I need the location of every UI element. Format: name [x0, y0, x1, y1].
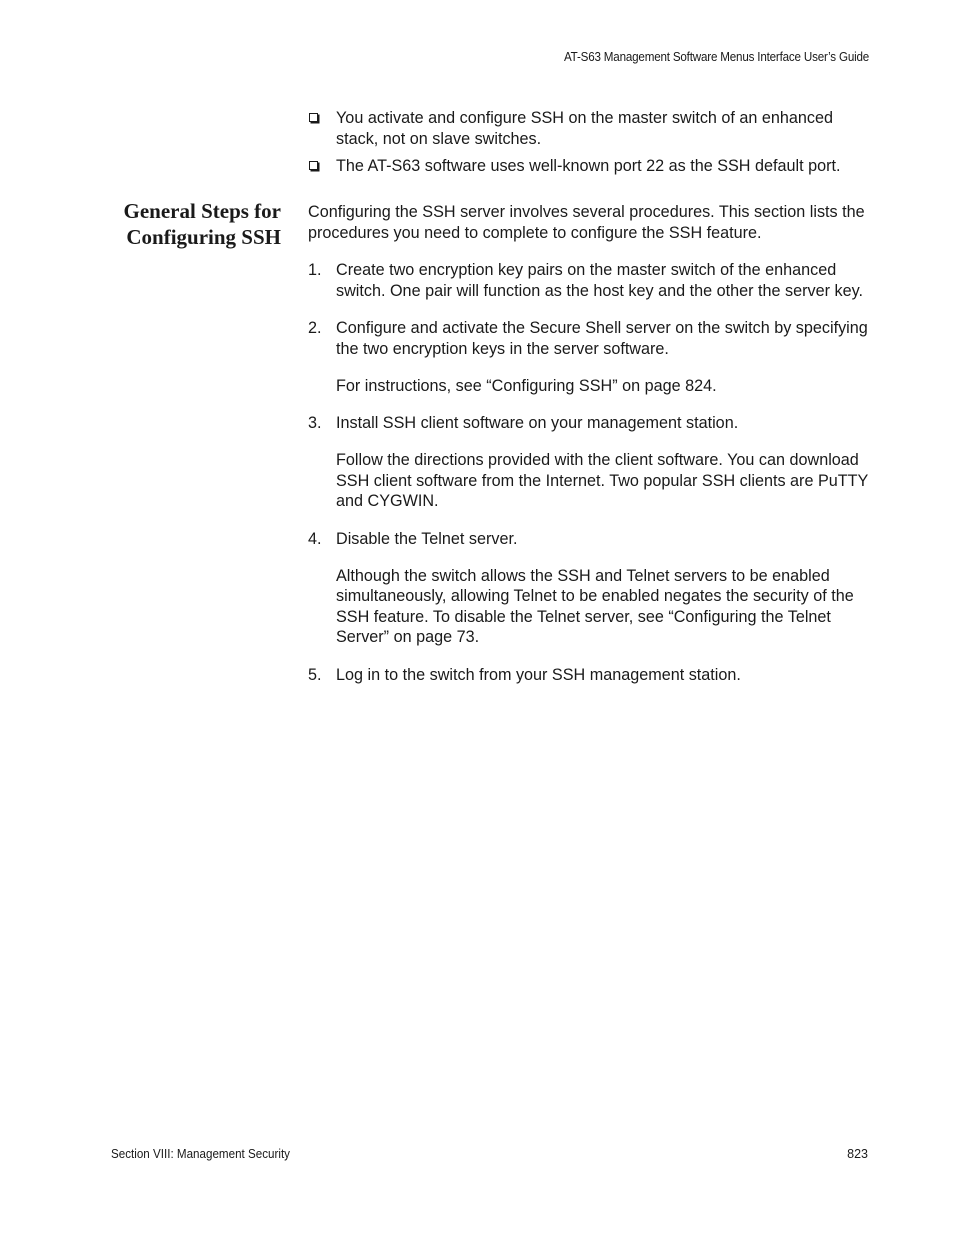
step-text: Create two encryption key pairs on the master switch of the enhanced switch. One pair will function as the host key and the other the server key. — [336, 261, 863, 300]
footer-section-label: Section VIII: Management Security — [111, 1147, 290, 1161]
section-intro: Configuring the SSH server involves several procedures. This section lists the procedures you need to complete to configure the SSH feature. — [308, 203, 865, 242]
section-heading — [90, 199, 281, 250]
section-heading-line2: Configuring SSH — [126, 224, 281, 249]
step-text: Disable the Telnet server. — [336, 529, 518, 548]
step-item-5 — [308, 665, 873, 686]
checkbox-bullet-icon — [309, 161, 318, 170]
step-item-2 — [308, 318, 873, 396]
bullet-item — [308, 156, 873, 177]
step-number: 5. — [308, 665, 322, 684]
running-header: AT-S63 Management Software Menus Interface User’s Guide — [563, 50, 869, 64]
bullet-text: You activate and configure SSH on the master switch of an enhanced stack, not on slave switches. — [336, 109, 834, 148]
bullet-list — [308, 108, 873, 184]
steps-list — [308, 260, 873, 702]
bullet-item — [308, 108, 873, 149]
step-number: 3. — [308, 414, 322, 432]
step-text: Configure and activate the Secure Shell server on the switch by specifying the two encryption keys in the server software. — [336, 319, 868, 358]
bullet-text: The AT-S63 software uses well-known port 22 as the SSH default port. — [336, 157, 841, 175]
step-number: 4. — [308, 529, 322, 548]
section-heading-line1: General Steps for — [123, 199, 281, 223]
step-note: Follow the directions provided with the client software. You can download SSH client software from the Internet. Two popular SSH clients are PuTTY and CYGWIN. — [336, 451, 869, 510]
footer-page-number: 823 — [847, 1147, 868, 1161]
step-number: 1. — [308, 261, 322, 279]
step-text: Install SSH client software on your management station. — [336, 414, 739, 432]
step-text: Log in to the switch from your SSH management station. — [336, 665, 741, 684]
step-number: 2. — [308, 319, 322, 337]
step-item-1 — [308, 260, 873, 301]
step-item-3 — [308, 413, 873, 512]
step-note: For instructions, see “Configuring SSH” on page 824. — [336, 376, 717, 395]
checkbox-bullet-icon — [309, 113, 318, 122]
step-note: Although the switch allows the SSH and Telnet servers to be enabled simultaneously, allowing Telnet to be enabled negates the security of the SSH feature. To disable the Telnet server, see “Configuring the Telnet Server” on page 73. — [336, 566, 854, 646]
step-item-4 — [308, 529, 873, 648]
